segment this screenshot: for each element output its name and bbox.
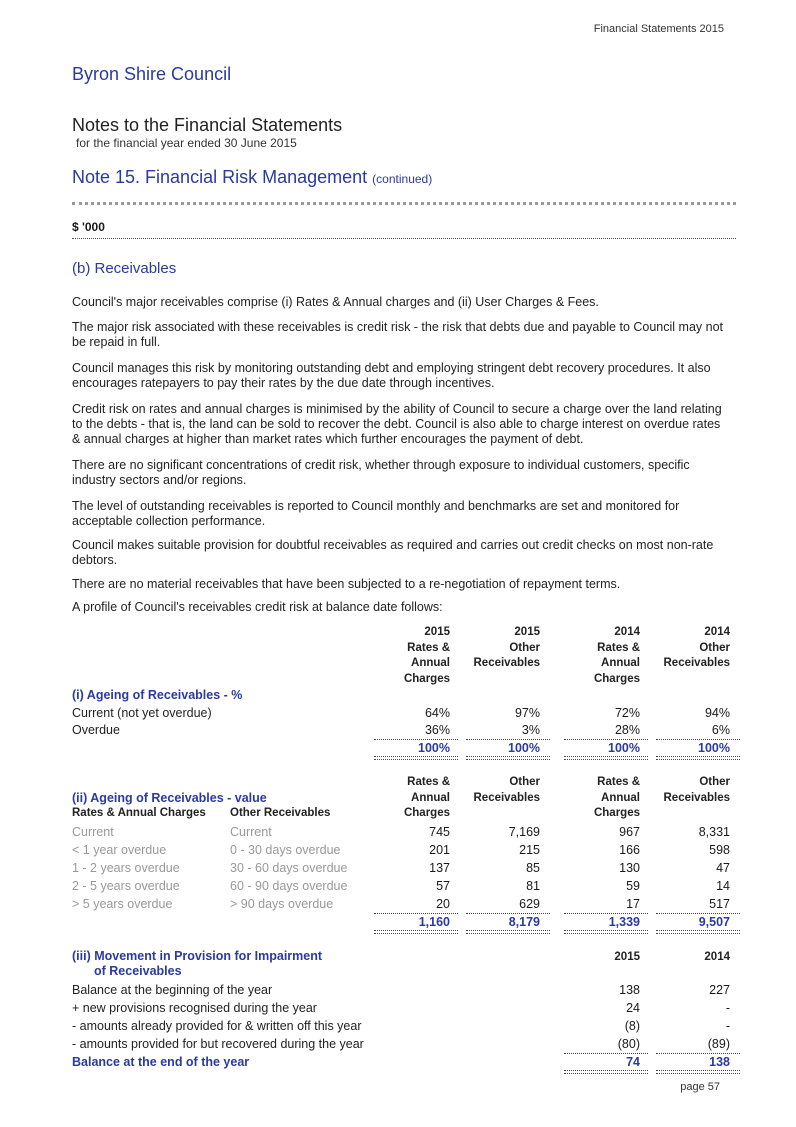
table-cell: 14	[716, 879, 730, 893]
table-cell: 17	[626, 897, 640, 911]
subtotal-line	[466, 739, 550, 740]
table-total: 8,179	[508, 915, 540, 929]
provision-movement-subtitle: of Receivables	[94, 964, 182, 978]
subtotal-line	[374, 913, 458, 914]
table-cell: 137	[429, 861, 450, 875]
section-b-title: (b) Receivables	[72, 260, 177, 277]
column-header: 2015	[614, 951, 640, 963]
row-label: > 5 years overdue	[72, 897, 173, 911]
row-label: < 1 year overdue	[72, 843, 167, 857]
subtotal-line	[656, 913, 740, 914]
row-label: Current (not yet overdue)	[72, 706, 212, 720]
row-label: - amounts already provided for & written off this year	[72, 1019, 362, 1033]
table-cell: 745	[429, 825, 450, 839]
page-number: page 57	[680, 1081, 720, 1093]
table-total: 100%	[418, 741, 450, 755]
table-cell: 6%	[711, 723, 730, 737]
paragraph: Council's major receivables comprise (i) Rates & Annual charges and (ii) User Charges & Fees.	[72, 295, 599, 309]
column-header: 2014 Rates & Annual Charges	[593, 626, 640, 685]
header-divider	[72, 202, 736, 205]
total-line	[466, 930, 550, 934]
table-total: 9,507	[698, 915, 730, 929]
balance-end-label: Balance at the end of the year	[72, 1055, 250, 1069]
total-line	[466, 756, 550, 760]
table-cell: 130	[619, 861, 640, 875]
row-label: 1 - 2 years overdue	[72, 861, 180, 875]
ageing-value-title: (ii) Ageing of Receivables - value	[72, 791, 267, 805]
table-cell: 138	[619, 983, 640, 997]
row-label: Current	[230, 825, 272, 839]
total-line	[564, 1070, 648, 1074]
note-continued: (continued)	[372, 172, 433, 186]
paragraph: There are no material receivables that have been subjected to a re-negotiation of repayment terms.	[72, 577, 621, 591]
column-header: 2015 Rates & Annual Charges	[403, 626, 450, 685]
table-cell: (80)	[617, 1037, 640, 1051]
table-cell: 85	[526, 861, 540, 875]
unit-divider	[72, 238, 736, 239]
paragraph: Council makes suitable provision for doubtful receivables as required and carries out credit checks on most non-rate debtors.	[72, 538, 714, 567]
row-label: - amounts provided for but recovered during the year	[72, 1037, 364, 1051]
table-cell: 97%	[514, 706, 540, 720]
table-cell: 36%	[424, 723, 450, 737]
subtotal-line	[564, 913, 648, 914]
total-line	[564, 930, 648, 934]
document-header: Financial Statements 2015	[593, 23, 724, 35]
table-cell: 227	[709, 983, 730, 997]
column-header: Other Receivables	[473, 776, 540, 804]
column-header: Rates & Annual Charges	[593, 776, 640, 819]
table-cell: (89)	[707, 1037, 730, 1051]
paragraph: A profile of Council's receivables credit risk at balance date follows:	[72, 600, 443, 614]
table-cell: 598	[709, 843, 730, 857]
notes-subtitle: for the financial year ended 30 June 2015	[76, 136, 297, 150]
table-total: 100%	[698, 741, 730, 755]
table-cell: 201	[429, 843, 450, 857]
table-cell: -	[725, 1019, 730, 1033]
row-label: 2 - 5 years overdue	[72, 879, 180, 893]
table-cell: 166	[619, 843, 640, 857]
total-line	[374, 756, 458, 760]
total-line	[656, 756, 740, 760]
row-label: Current	[72, 825, 114, 839]
total-line	[656, 1070, 740, 1074]
row-label: 30 - 60 days overdue	[230, 861, 348, 875]
total-line	[656, 930, 740, 934]
table-cell: 7,169	[508, 825, 540, 839]
table-cell: 517	[709, 897, 730, 911]
table-cell: 94%	[704, 706, 730, 720]
column-header: 2014 Other Receivables	[663, 626, 730, 669]
table-cell: 64%	[424, 706, 450, 720]
row-label: Balance at the beginning of the year	[72, 983, 273, 997]
table-cell: 215	[519, 843, 540, 857]
subtotal-line	[656, 1053, 740, 1054]
paragraph: There are no significant concentrations of credit risk, whether through exposure to individual customers, specific industry sectors and/or regions.	[72, 458, 690, 487]
subtotal-line	[564, 739, 648, 740]
row-label: 60 - 90 days overdue	[230, 879, 348, 893]
row-label: Overdue	[72, 723, 120, 737]
table-total: 138	[709, 1055, 730, 1069]
note-title	[72, 167, 432, 188]
ageing-percent-title: (i) Ageing of Receivables - %	[72, 688, 243, 702]
provision-movement-title: (iii) Movement in Provision for Impairment	[72, 949, 323, 963]
table-total: 100%	[608, 741, 640, 755]
notes-title: Notes to the Financial Statements	[72, 115, 343, 135]
row-label: 0 - 30 days overdue	[230, 843, 341, 857]
paragraph: Council manages this risk by monitoring outstanding debt and employing stringent debt recovery procedures. It also encourages ratepayers to pay their rates by the due date through incentives.	[72, 361, 711, 390]
table-cell: (8)	[624, 1019, 640, 1033]
table-total: 74	[626, 1055, 640, 1069]
column-header-other: Other Receivables	[230, 807, 331, 819]
table-cell: 47	[716, 861, 730, 875]
table-cell: 59	[626, 879, 640, 893]
paragraph: Credit risk on rates and annual charges is minimised by the ability of Council to secure a charge over the land relating to the debts - that is, the land can be sold to recover the debt. Council is also able to charge interest on overdue rates & annual charges at higher than market rates which further encourages the payment of debt.	[72, 402, 722, 446]
table-cell: 3%	[521, 723, 540, 737]
table-cell: -	[725, 1001, 730, 1015]
table-cell: 28%	[614, 723, 640, 737]
table-total: 100%	[508, 741, 540, 755]
table-cell: 81	[526, 879, 540, 893]
table-cell: 20	[436, 897, 450, 911]
note-title-text: Note 15. Financial Risk Management	[72, 167, 368, 187]
paragraph: The major risk associated with these receivables is credit risk - the risk that debts due and payable to Council may not be repaid in full.	[72, 320, 724, 349]
subtotal-line	[564, 1053, 648, 1054]
column-header-rates: Rates & Annual Charges	[72, 807, 206, 819]
council-name: Byron Shire Council	[72, 64, 232, 84]
table-cell: 629	[519, 897, 540, 911]
paragraph: The level of outstanding receivables is reported to Council monthly and benchmarks are set and monitored for acceptable collection performance.	[72, 499, 680, 528]
table-cell: 57	[436, 879, 450, 893]
subtotal-line	[466, 913, 550, 914]
row-label: > 90 days overdue	[230, 897, 334, 911]
table-cell: 8,331	[698, 825, 730, 839]
column-header: Rates & Annual Charges	[403, 776, 450, 819]
row-label: + new provisions recognised during the year	[72, 1001, 317, 1015]
column-header: 2014	[704, 951, 730, 963]
subtotal-line	[656, 739, 740, 740]
column-header: 2015 Other Receivables	[473, 626, 540, 669]
table-cell: 72%	[614, 706, 640, 720]
total-line	[374, 930, 458, 934]
unit-label: $ '000	[72, 220, 105, 234]
table-total: 1,339	[608, 915, 640, 929]
subtotal-line	[374, 739, 458, 740]
table-cell: 24	[626, 1001, 640, 1015]
total-line	[564, 756, 648, 760]
table-cell: 967	[619, 825, 640, 839]
table-total: 1,160	[418, 915, 450, 929]
column-header: Other Receivables	[663, 776, 730, 804]
